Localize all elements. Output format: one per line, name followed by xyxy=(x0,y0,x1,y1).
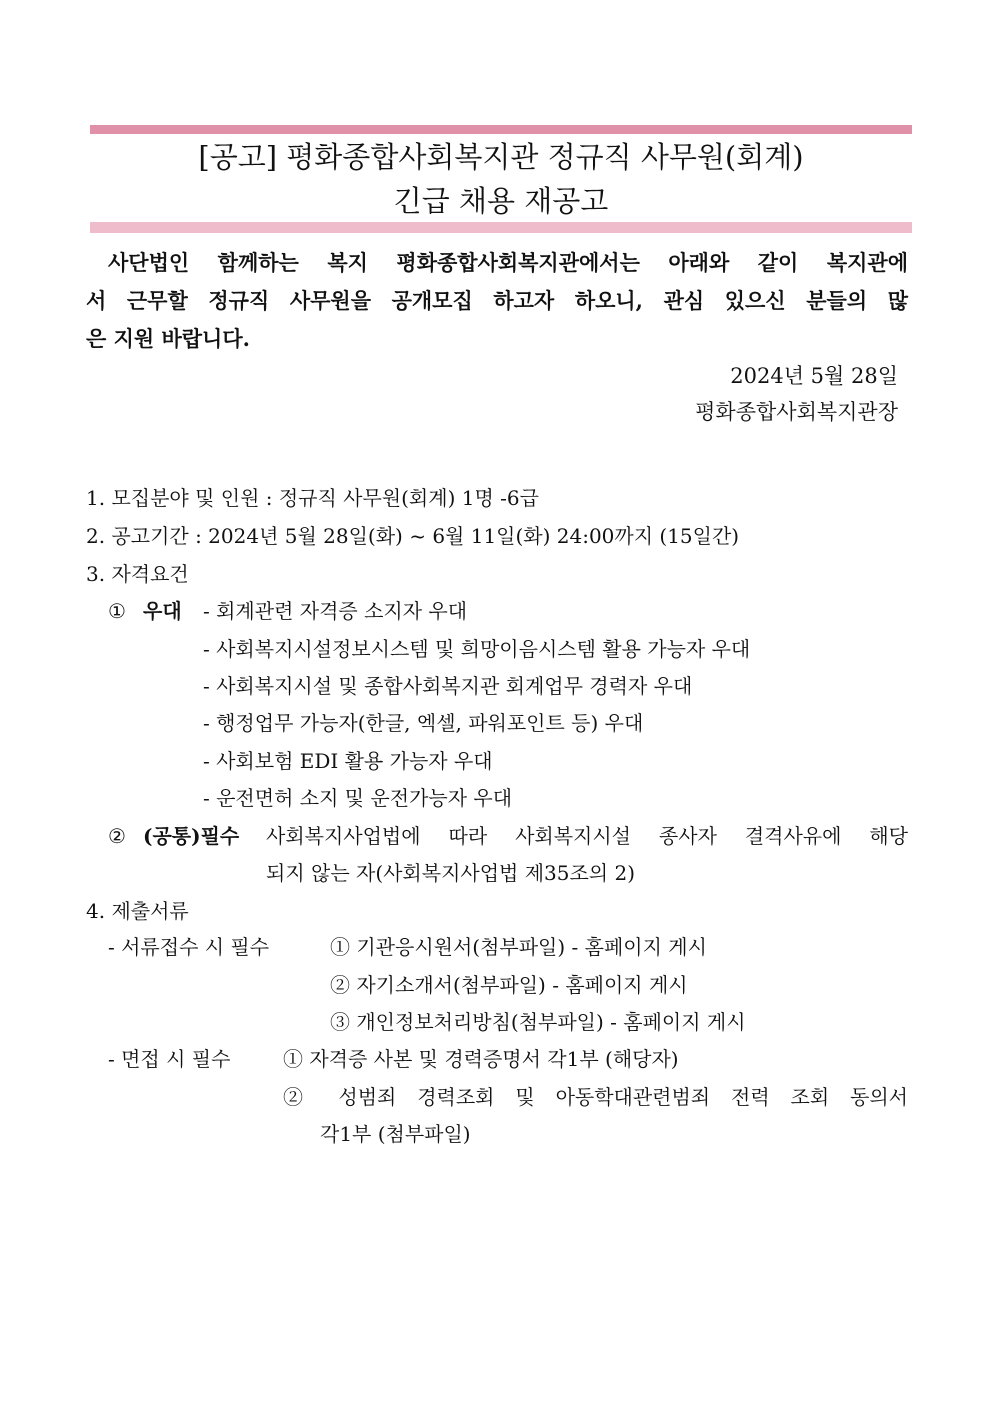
preference-marker: ① xyxy=(108,599,126,623)
intro-line1: 사단법인 함께하는 복지 평화종합사회복지관에서는 아래와 같이 복지관에 xyxy=(108,250,908,275)
title-bottom-bar xyxy=(90,222,912,233)
document-submission-label: - 서류접수 시 필수 xyxy=(108,935,270,959)
interview-item: ① 자격증 사본 및 경력증명서 각1부 (해당자) xyxy=(283,1047,679,1071)
requirement-marker: ② xyxy=(108,824,126,848)
preference-item: - 회계관련 자격증 소지자 우대 xyxy=(203,599,468,623)
title-top-bar xyxy=(90,125,912,134)
page-title-line2: 긴급 채용 재공고 xyxy=(393,184,609,218)
requirement-text-line1: 사회복지사업법에 따라 사회복지시설 종사자 결격사유에 해당 xyxy=(266,824,908,848)
preference-item: - 행정업무 가능자(한글, 엑셀, 파워포인트 등) 우대 xyxy=(203,711,644,735)
document-item: ③ 개인정보처리방침(첨부파일) - 홈페이지 게시 xyxy=(330,1010,746,1034)
intro-line2: 서 근무할 정규직 사무원을 공개모집 하고자 하오니, 관심 있으신 분들의 많 xyxy=(86,288,908,313)
preference-item: - 운전면허 소지 및 운전가능자 우대 xyxy=(203,786,513,810)
document-item: ② 자기소개서(첨부파일) - 홈페이지 게시 xyxy=(330,973,688,997)
notice-date: 2024년 5월 28일 xyxy=(730,364,898,388)
page-title-line1: [공고] 평화종합사회복지관 정규직 사무원(회계) xyxy=(198,140,804,174)
interview-item-continuation: 각1부 (첨부파일) xyxy=(320,1122,471,1146)
interview-label: - 면접 시 필수 xyxy=(108,1047,231,1071)
section-3-heading: 3. 자격요건 xyxy=(86,562,189,586)
section-1-recruitment: 1. 모집분야 및 인원 : 정규직 사무원(회계) 1명 -6급 xyxy=(86,486,539,510)
preference-item: - 사회복지시설정보시스템 및 희망이음시스템 활용 가능자 우대 xyxy=(203,637,751,661)
preference-item: - 사회복지시설 및 종합사회복지관 회계업무 경력자 우대 xyxy=(203,674,693,698)
section-2-period: 2. 공고기간 : 2024년 5월 28일(화) ~ 6월 11일(화) 24:00까지 (15일간) xyxy=(86,524,740,548)
preference-item: - 사회보험 EDI 활용 가능자 우대 xyxy=(203,749,493,773)
requirement-label: (공통)필수 xyxy=(143,824,240,848)
requirement-text-line2: 되지 않는 자(사회복지사업법 제35조의 2) xyxy=(266,861,636,885)
intro-line3: 은 지원 바랍니다. xyxy=(86,326,250,351)
section-4-heading: 4. 제출서류 xyxy=(86,899,189,923)
interview-item: ② 성범죄 경력조회 및 아동학대관련범죄 전력 조회 동의서 xyxy=(283,1085,908,1109)
document-item: ① 기관응시원서(첨부파일) - 홈페이지 게시 xyxy=(330,935,707,959)
notice-signature: 평화종합사회복지관장 xyxy=(695,400,898,424)
preference-label: 우대 xyxy=(143,599,182,623)
